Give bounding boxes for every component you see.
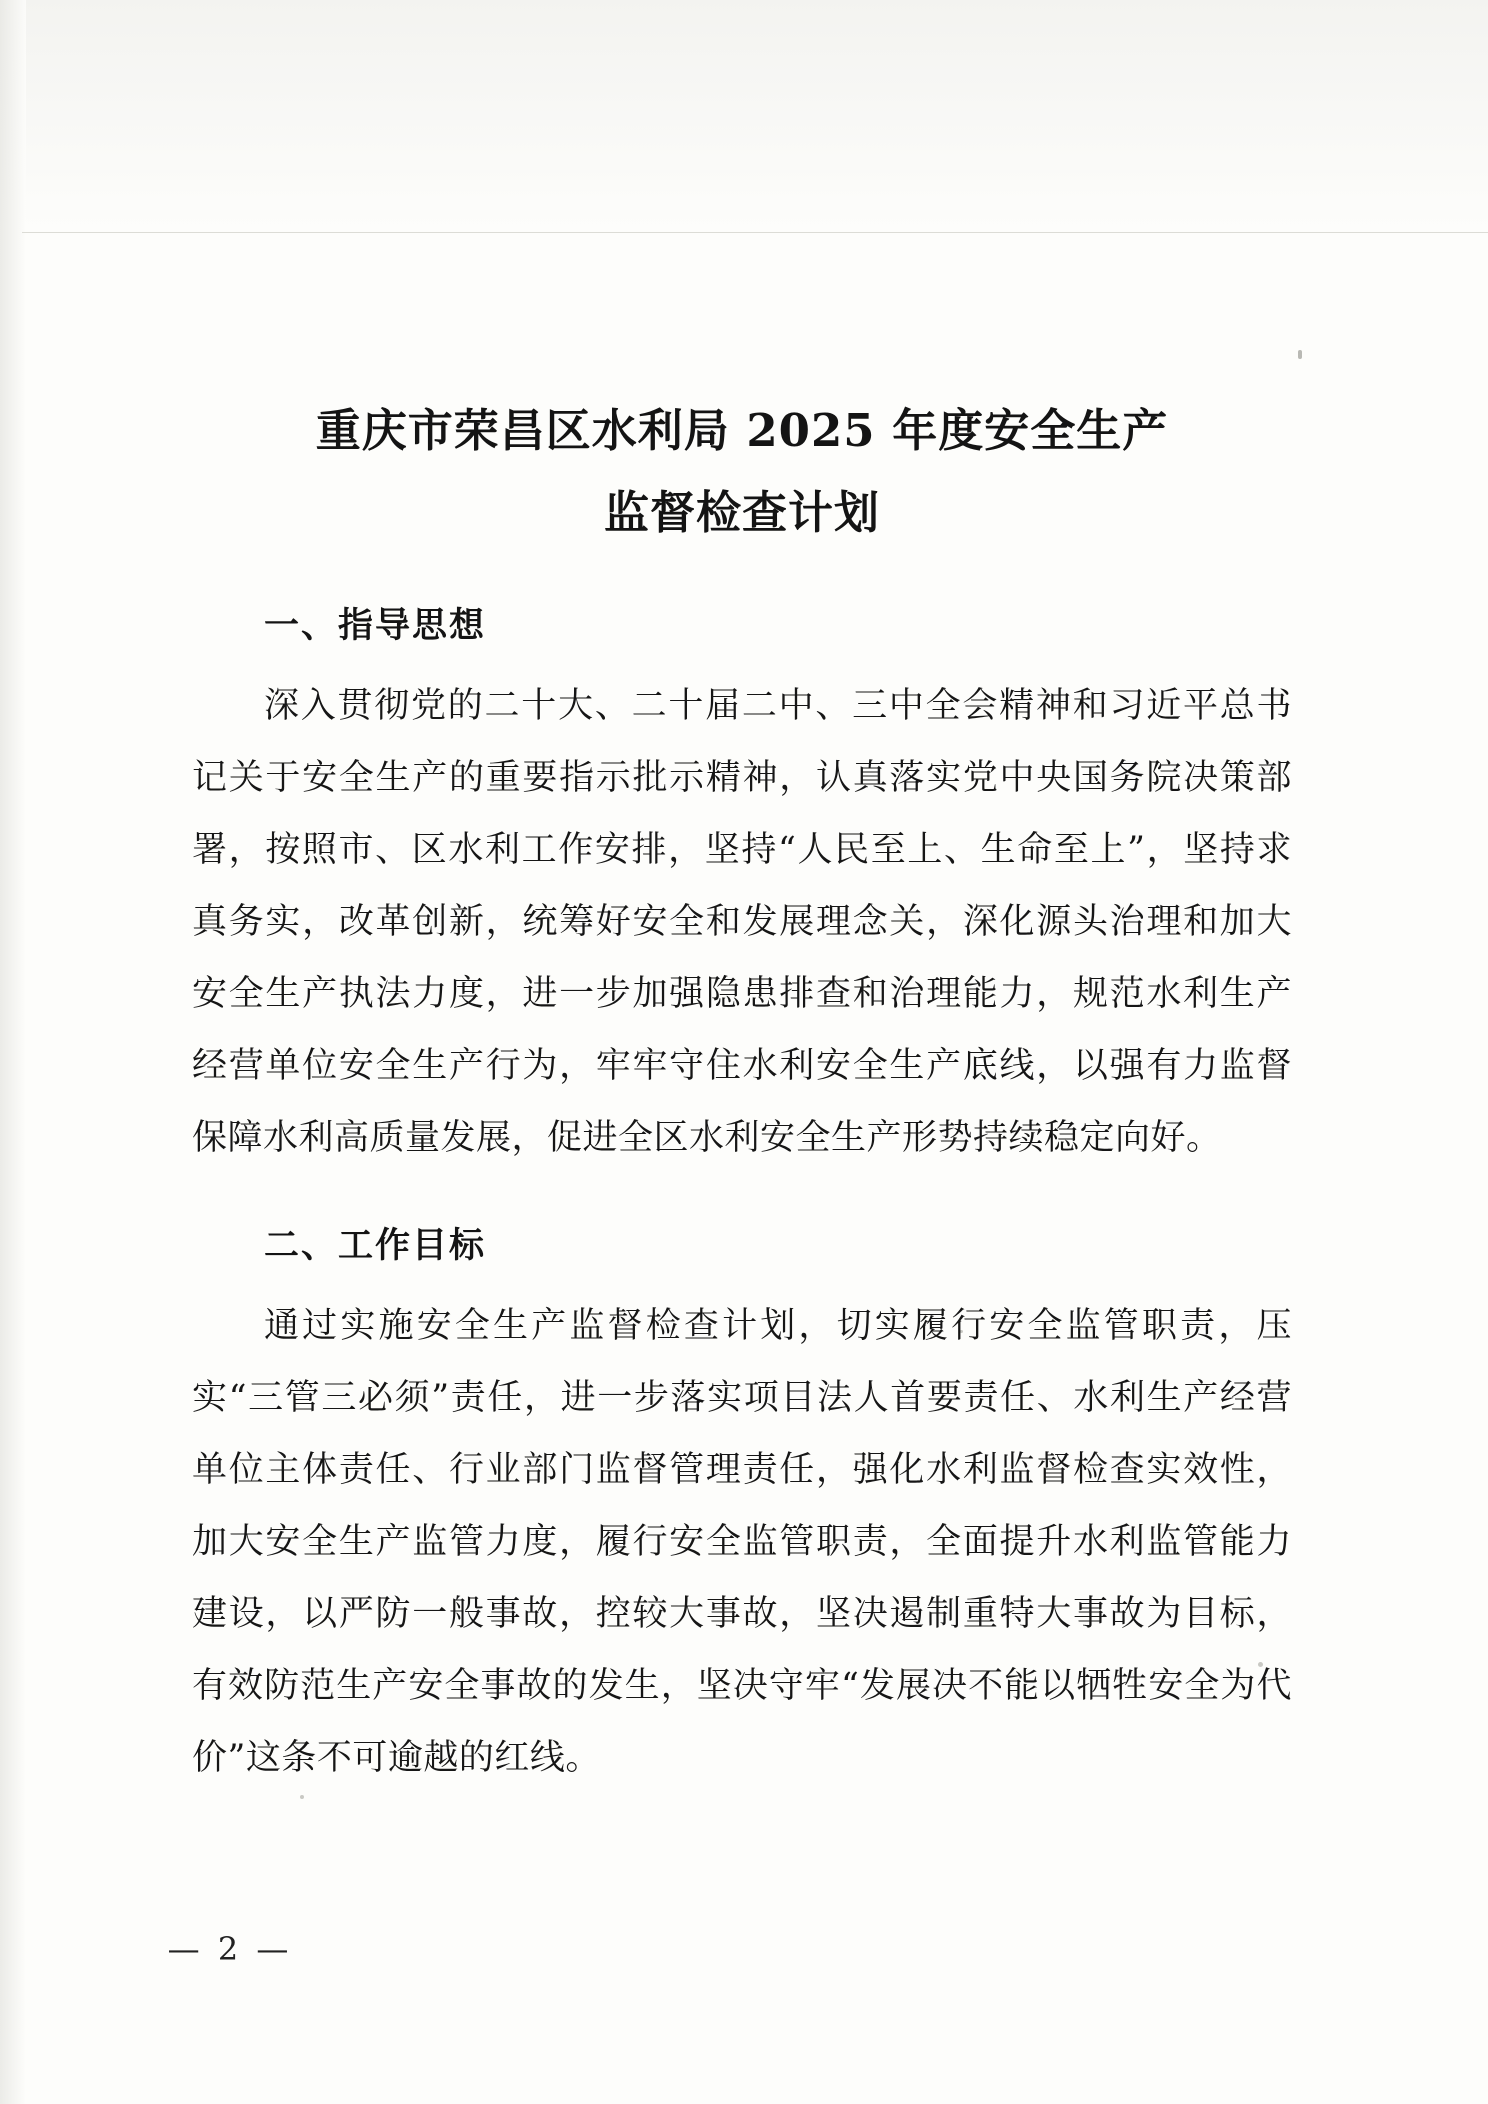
scan-shadow-left bbox=[0, 0, 26, 2104]
page-title-line-1: 重庆市荣昌区水利局 2025 年度安全生产 bbox=[315, 404, 1169, 457]
scan-edge-line bbox=[22, 232, 1488, 233]
page-title bbox=[192, 390, 1292, 554]
document-body bbox=[192, 390, 1292, 1794]
section-paragraph-guiding-thought: 深入贯彻党的二十大、二十届二中、三中全会精神和习近平总书记关于安全生产的重要指示批示精神，认真落实党中央国务院决策部署，按照市、区水利工作安排，坚持“人民至上、生命至上”，坚持求真务实，改革创新，统筹好安全和发展理念关，深化源头治理和加大安全生产执法力度，进一步加强隐患排查和治理能力，规范水利生产经营单位安全生产行为，牢牢守住水利安全生产底线，以强有力监督保障水利高质量发展，促进全区水利安全生产形势持续稳定向好。 bbox=[192, 686, 1292, 1158]
page-title-line-2: 监督检查计划 bbox=[603, 486, 880, 539]
section-heading-work-goals: 二、工作目标 bbox=[264, 1226, 487, 1266]
section-paragraph-work-goals: 通过实施安全生产监督检查计划，切实履行安全监管职责，压实“三管三必须”责任，进一步落实项目法人首要责任、水利生产经营单位主体责任、行业部门监督管理责任，强化水利监督检查实效性，加大安全生产监管力度，履行安全监管职责，全面提升水利监管能力建设，以严防一般事故，控较大事故，坚决遏制重特大事故为目标，有效防范生产安全事故的发生，坚决守牢“发展决不能以牺牲安全为代价”这条不可逾越的红线。 bbox=[192, 1306, 1292, 1778]
scan-speck bbox=[300, 1795, 304, 1799]
page-number: — 2 — bbox=[167, 1930, 293, 1968]
section-heading-guiding-thought: 一、指导思想 bbox=[264, 606, 487, 646]
scan-speck bbox=[1298, 350, 1302, 359]
scan-shadow-top bbox=[0, 0, 1488, 230]
